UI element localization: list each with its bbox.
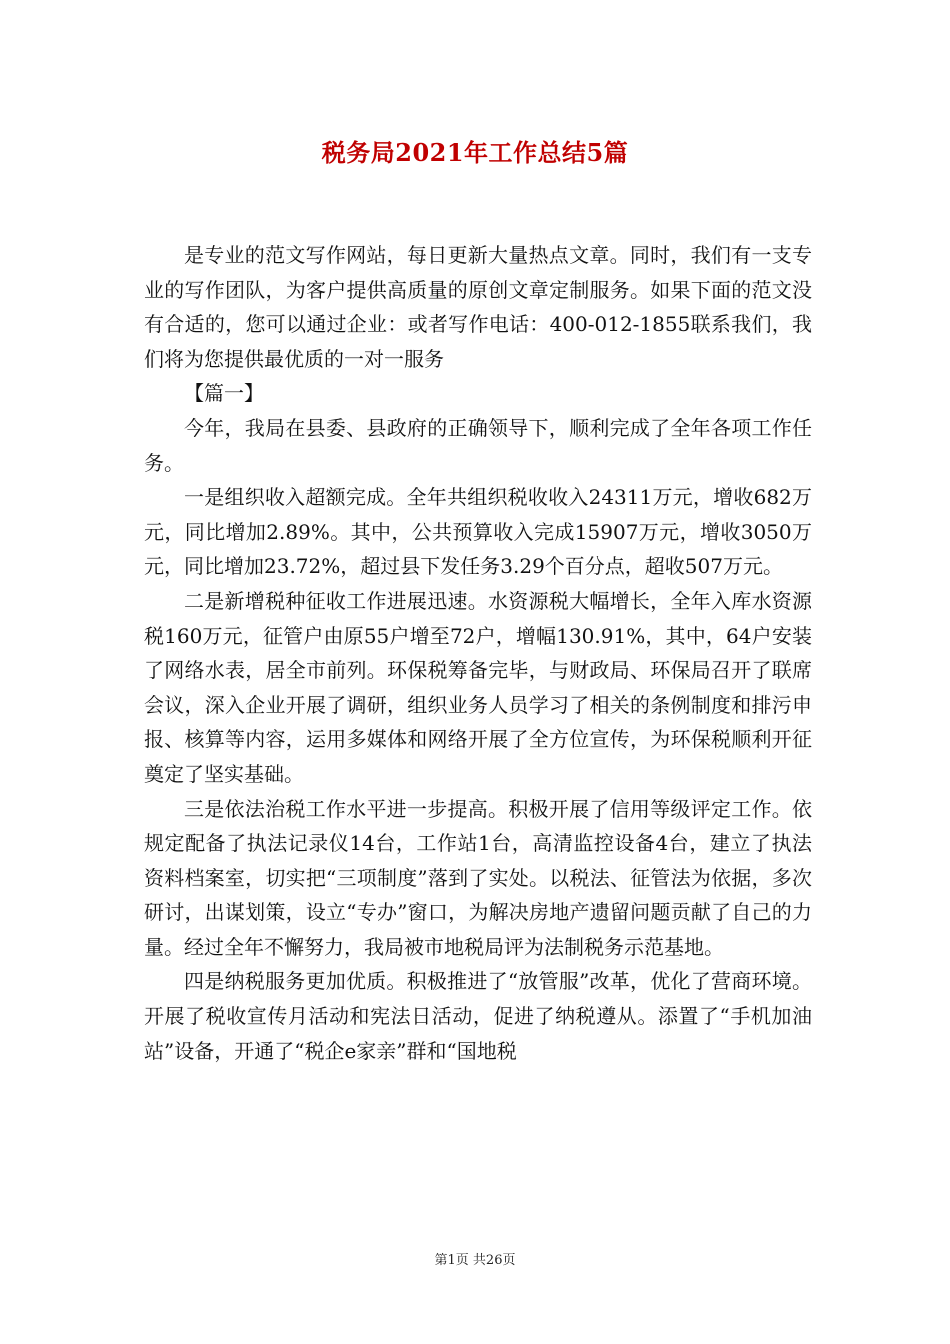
body-paragraph: 三是依法治税工作水平进一步提高。积极开展了信用等级评定工作。依规定配备了执法记录仪14台，工作站1台，高清监控设备4台，建立了执法资料档案室，切实把“三项制度”落到了实处。以税法、征管法为依据，多次研讨，出谋划策，设立“专办”窗口，为解决房地产遗留问题贡献了自己的力量。经过全年不懈努力，我局被市地税局评为法制税务示范基地。	[144, 796, 812, 959]
page-number: 第1页 共26页	[434, 1253, 516, 1268]
body-paragraph: 四是纳税服务更加优质。积极推进了“放管服”改革，优化了营商环境。开展了税收宣传月活动和宪法日活动，促进了纳税遵从。添置了“手机加油站”设备，开通了“税企e家亲”群和“国地税	[144, 969, 812, 1063]
intro-paragraph: 是专业的范文写作网站，每日更新大量热点文章。同时，我们有一支专业的写作团队，为客户提供高质量的原创文章定制服务。如果下面的范文没有合适的，您可以通过企业：或者写作电话：400-012-1855联系我们，我们将为您提供最优质的一对一服务	[144, 243, 812, 371]
section-heading: 【篇一】	[184, 381, 264, 406]
document-body	[144, 238, 812, 1068]
body-paragraph: 今年，我局在县委、县政府的正确领导下，顺利完成了全年各项工作任务。	[144, 415, 812, 475]
document-title: 税务局2021年工作总结5篇	[321, 138, 629, 167]
body-paragraph: 一是组织收入超额完成。全年共组织税收收入24311万元，增收682万元，同比增加2.89%。其中，公共预算收入完成15907万元，增收3050万元，同比增加23.72%，超过县下发任务3.29个百分点，超收507万元。	[144, 485, 812, 579]
body-paragraph: 二是新增税种征收工作进展迅速。水资源税大幅增长，全年入库水资源税160万元，征管户由原55户增至72户，增幅130.91%，其中，64户安装了网络水表，居全市前列。环保税筹备完毕，与财政局、环保局召开了联席会议，深入企业开展了调研，组织业务人员学习了相关的条例制度和排污申报、核算等内容，运用多媒体和网络开展了全方位宣传，为环保税顺利开征奠定了坚实基础。	[144, 588, 812, 786]
